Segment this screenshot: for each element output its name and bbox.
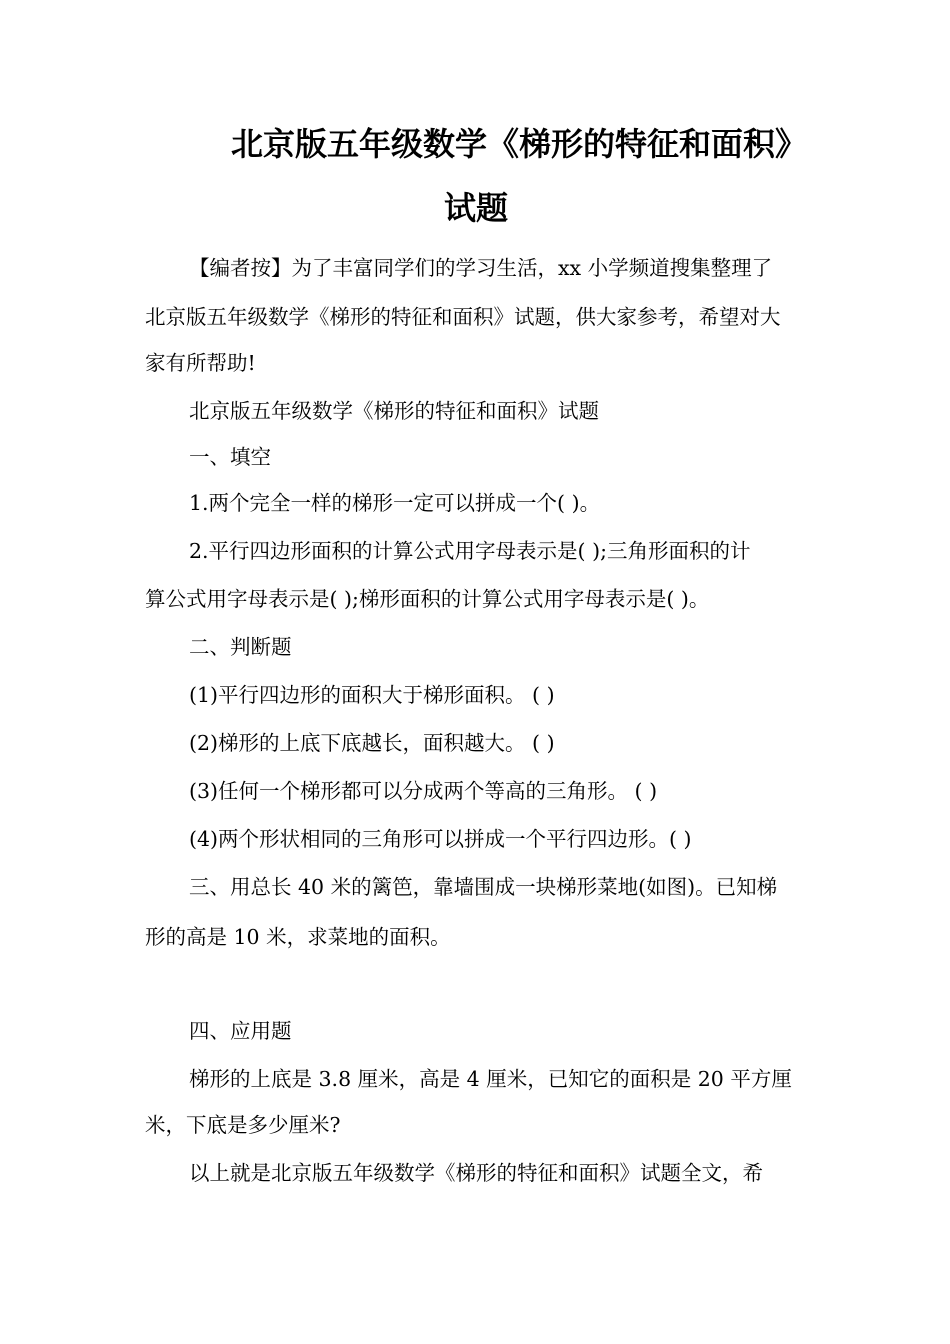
document-title-line2: 试题 — [443, 189, 508, 227]
section4-heading: 四、应用题 — [189, 1019, 292, 1043]
section1-question2-line2: 算公式用字母表示是( );梯形面积的计算公式用字母表示是( )。 — [145, 587, 710, 611]
intro-line1: 【编者按】为了丰富同学们的学习生活，xx 小学频道搜集整理了 — [189, 256, 773, 280]
judgement-item: (4)两个形状相同的三角形可以拼成一个平行四边形。( ) — [189, 827, 692, 851]
section3-line2: 形的高是 10 米，求菜地的面积。 — [145, 925, 451, 949]
section4-line2: 米，下底是多少厘米? — [145, 1113, 341, 1137]
intro-line2: 北京版五年级数学《梯形的特征和面积》试题，供大家参考，希望对大 — [145, 305, 781, 329]
closing-line: 以上就是北京版五年级数学《梯形的特征和面积》试题全文，希 — [189, 1161, 763, 1185]
section1-heading: 一、填空 — [189, 445, 271, 469]
intro-line3: 家有所帮助! — [145, 351, 256, 375]
section4-line1: 梯形的上底是 3.8 厘米，高是 4 厘米，已知它的面积是 20 平方厘 — [189, 1067, 792, 1091]
section3-line1: 三、用总长 40 米的篱笆，靠墙围成一块梯形菜地(如图)。已知梯 — [189, 875, 778, 899]
judgement-item: (2)梯形的上底下底越长，面积越大。 ( ) — [189, 731, 555, 755]
section1-question2-line1: 2.平行四边形面积的计算公式用字母表示是( );三角形面积的计 — [189, 539, 751, 563]
judgement-item: (3)任何一个梯形都可以分成两个等高的三角形。 ( ) — [189, 779, 658, 803]
subtitle: 北京版五年级数学《梯形的特征和面积》试题 — [189, 399, 599, 423]
section1-question1: 1.两个完全一样的梯形一定可以拼成一个( )。 — [189, 491, 601, 515]
section2-heading: 二、判断题 — [189, 635, 292, 659]
judgement-item: (1)平行四边形的面积大于梯形面积。 ( ) — [189, 683, 555, 707]
document-title-line1: 北京版五年级数学《梯形的特征和面积》 — [230, 125, 807, 163]
